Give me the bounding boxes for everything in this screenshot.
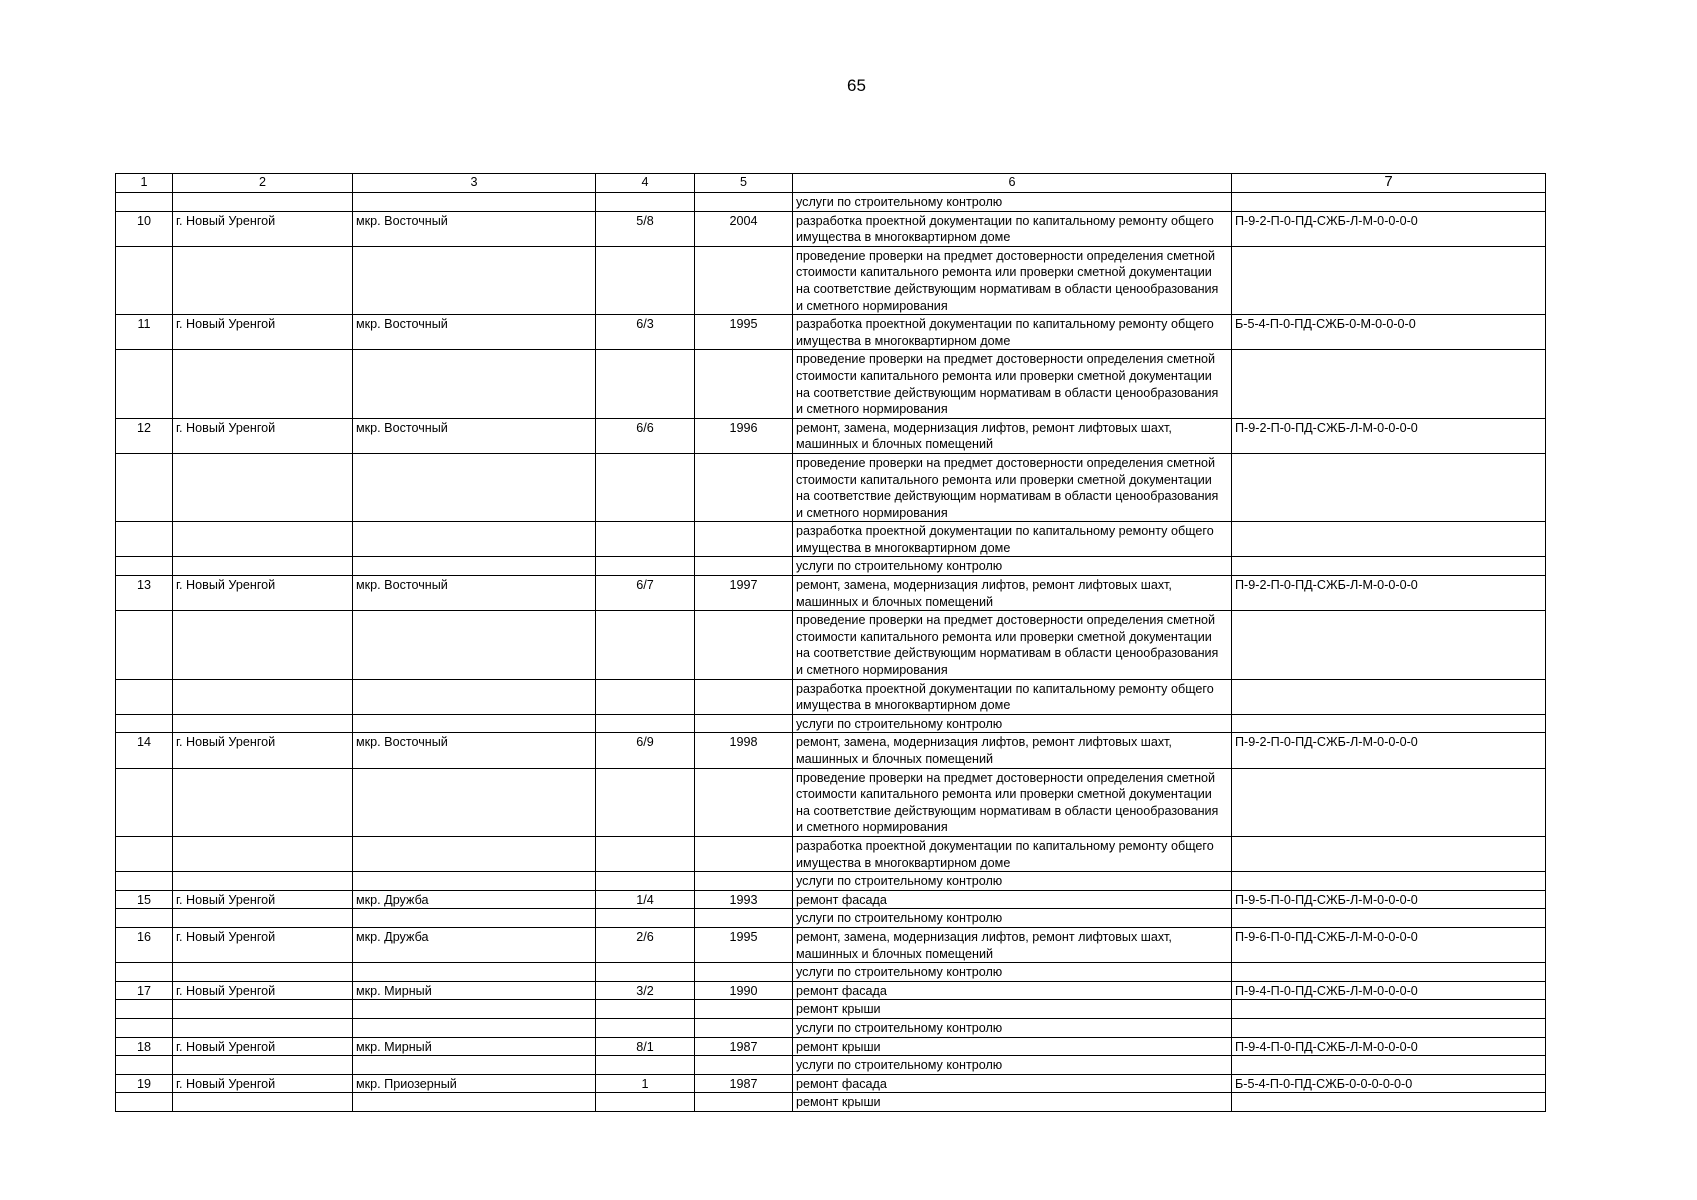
cell-house: 8/1 xyxy=(596,1037,695,1056)
cell-number: 17 xyxy=(116,981,173,1000)
cell-district xyxy=(353,714,596,733)
table-row xyxy=(116,557,1546,576)
cell-district xyxy=(353,1056,596,1075)
cell-district xyxy=(353,350,596,418)
cell-number xyxy=(116,453,173,521)
cell-city xyxy=(173,453,353,521)
cell-work-type: разработка проектной документации по капитальному ремонту общего имущества в многоквартирном доме xyxy=(793,522,1232,557)
cell-house: 5/8 xyxy=(596,211,695,246)
table-row xyxy=(116,733,1546,768)
table-row xyxy=(116,1018,1546,1037)
cell-work-type: ремонт крыши xyxy=(793,1093,1232,1112)
cell-code xyxy=(1232,522,1546,557)
cell-code xyxy=(1232,872,1546,891)
cell-code: П-9-2-П-0-ПД-СЖБ-Л-М-0-0-0-0 xyxy=(1232,211,1546,246)
cell-code: П-9-2-П-0-ПД-СЖБ-Л-М-0-0-0-0 xyxy=(1232,576,1546,611)
cell-work-type: ремонт, замена, модернизация лифтов, ремонт лифтовых шахт, машинных и блочных помещений xyxy=(793,418,1232,453)
cell-work-type: ремонт фасада xyxy=(793,981,1232,1000)
cell-number xyxy=(116,1000,173,1019)
cell-work-type: услуги по строительному контролю xyxy=(793,1056,1232,1075)
cell-year xyxy=(695,1093,793,1112)
cell-city: г. Новый Уренгой xyxy=(173,576,353,611)
cell-number xyxy=(116,836,173,871)
cell-district xyxy=(353,1000,596,1019)
cell-number: 14 xyxy=(116,733,173,768)
cell-house xyxy=(596,872,695,891)
cell-number xyxy=(116,246,173,314)
cell-house xyxy=(596,453,695,521)
cell-district xyxy=(353,246,596,314)
cell-year xyxy=(695,193,793,212)
cell-work-type: услуги по строительному контролю xyxy=(793,193,1232,212)
cell-city: г. Новый Уренгой xyxy=(173,981,353,1000)
cell-house xyxy=(596,714,695,733)
table-row xyxy=(116,350,1546,418)
cell-number: 13 xyxy=(116,576,173,611)
cell-code xyxy=(1232,193,1546,212)
cell-number xyxy=(116,768,173,836)
cell-house xyxy=(596,350,695,418)
cell-year: 1987 xyxy=(695,1037,793,1056)
cell-year xyxy=(695,963,793,982)
cell-year xyxy=(695,836,793,871)
cell-district xyxy=(353,193,596,212)
cell-city xyxy=(173,1056,353,1075)
cell-work-type: услуги по строительному контролю xyxy=(793,557,1232,576)
cell-code xyxy=(1232,1093,1546,1112)
cell-code xyxy=(1232,679,1546,714)
table-row xyxy=(116,1037,1546,1056)
table-row xyxy=(116,963,1546,982)
cell-year xyxy=(695,1000,793,1019)
cell-work-type: ремонт, замена, модернизация лифтов, ремонт лифтовых шахт, машинных и блочных помещений xyxy=(793,733,1232,768)
cell-district: мкр. Дружба xyxy=(353,890,596,909)
cell-number xyxy=(116,1056,173,1075)
page-number: 65 xyxy=(847,76,866,95)
cell-work-type: ремонт фасада xyxy=(793,1074,1232,1093)
cell-district xyxy=(353,679,596,714)
table-body xyxy=(116,193,1546,1112)
table-row xyxy=(116,1093,1546,1112)
cell-district xyxy=(353,557,596,576)
cell-code xyxy=(1232,557,1546,576)
cell-year xyxy=(695,453,793,521)
header-col-4: 4 xyxy=(596,174,695,193)
header-col-5: 5 xyxy=(695,174,793,193)
header-col-1: 1 xyxy=(116,174,173,193)
cell-work-type: ремонт фасада xyxy=(793,890,1232,909)
cell-city xyxy=(173,557,353,576)
cell-code xyxy=(1232,836,1546,871)
header-row xyxy=(116,174,1546,193)
cell-city xyxy=(173,909,353,928)
cell-work-type: разработка проектной документации по капитальному ремонту общего имущества в многоквартирном доме xyxy=(793,836,1232,871)
cell-city xyxy=(173,522,353,557)
cell-house: 6/9 xyxy=(596,733,695,768)
table-row xyxy=(116,1056,1546,1075)
cell-house xyxy=(596,611,695,679)
cell-number: 19 xyxy=(116,1074,173,1093)
cell-code: П-9-4-П-0-ПД-СЖБ-Л-М-0-0-0-0 xyxy=(1232,1037,1546,1056)
cell-year xyxy=(695,679,793,714)
header-col-7: 7 xyxy=(1232,174,1546,193)
cell-city xyxy=(173,193,353,212)
cell-district: мкр. Приозерный xyxy=(353,1074,596,1093)
cell-work-type: услуги по строительному контролю xyxy=(793,714,1232,733)
cell-house: 6/3 xyxy=(596,315,695,350)
cell-code: П-9-6-П-0-ПД-СЖБ-Л-М-0-0-0-0 xyxy=(1232,927,1546,962)
cell-district xyxy=(353,836,596,871)
cell-code xyxy=(1232,350,1546,418)
table-row xyxy=(116,890,1546,909)
cell-number: 18 xyxy=(116,1037,173,1056)
header-col-6: 6 xyxy=(793,174,1232,193)
cell-year xyxy=(695,1018,793,1037)
cell-district xyxy=(353,963,596,982)
cell-year xyxy=(695,1056,793,1075)
cell-year xyxy=(695,768,793,836)
cell-city xyxy=(173,1093,353,1112)
cell-house xyxy=(596,1018,695,1037)
cell-year: 1993 xyxy=(695,890,793,909)
cell-number xyxy=(116,679,173,714)
cell-code xyxy=(1232,1056,1546,1075)
cell-year: 1996 xyxy=(695,418,793,453)
cell-district xyxy=(353,1093,596,1112)
cell-year: 1995 xyxy=(695,927,793,962)
cell-number xyxy=(116,1093,173,1112)
table-row xyxy=(116,522,1546,557)
cell-district xyxy=(353,1018,596,1037)
cell-work-type: разработка проектной документации по капитальному ремонту общего имущества в многоквартирном доме xyxy=(793,679,1232,714)
table-row xyxy=(116,981,1546,1000)
table-row xyxy=(116,576,1546,611)
cell-code xyxy=(1232,714,1546,733)
cell-work-type: услуги по строительному контролю xyxy=(793,963,1232,982)
cell-code: П-9-5-П-0-ПД-СЖБ-Л-М-0-0-0-0 xyxy=(1232,890,1546,909)
cell-code xyxy=(1232,909,1546,928)
cell-house xyxy=(596,193,695,212)
cell-city xyxy=(173,836,353,871)
cell-year xyxy=(695,246,793,314)
cell-district xyxy=(353,909,596,928)
cell-district xyxy=(353,768,596,836)
cell-house xyxy=(596,557,695,576)
cell-code xyxy=(1232,611,1546,679)
cell-number xyxy=(116,611,173,679)
cell-code xyxy=(1232,1000,1546,1019)
cell-code: Б-5-4-П-0-ПД-СЖБ-0-0-0-0-0-0 xyxy=(1232,1074,1546,1093)
cell-work-type: проведение проверки на предмет достоверности определения сметной стоимости капитального ремонта или проверки сметной документации на соответствие действующим нормативам в области ценообразования и сметного нормирования xyxy=(793,453,1232,521)
cell-year: 2004 xyxy=(695,211,793,246)
cell-house xyxy=(596,1093,695,1112)
cell-number xyxy=(116,557,173,576)
cell-city xyxy=(173,872,353,891)
cell-work-type: ремонт крыши xyxy=(793,1037,1232,1056)
cell-house xyxy=(596,909,695,928)
cell-house: 2/6 xyxy=(596,927,695,962)
cell-house xyxy=(596,679,695,714)
cell-code: П-9-2-П-0-ПД-СЖБ-Л-М-0-0-0-0 xyxy=(1232,418,1546,453)
cell-district: мкр. Восточный xyxy=(353,211,596,246)
cell-district xyxy=(353,872,596,891)
cell-house xyxy=(596,522,695,557)
cell-work-type: ремонт, замена, модернизация лифтов, ремонт лифтовых шахт, машинных и блочных помещений xyxy=(793,576,1232,611)
table-row xyxy=(116,909,1546,928)
cell-number xyxy=(116,909,173,928)
cell-work-type: услуги по строительному контролю xyxy=(793,909,1232,928)
cell-number: 11 xyxy=(116,315,173,350)
table-row xyxy=(116,714,1546,733)
header-col-3: 3 xyxy=(353,174,596,193)
cell-year: 1990 xyxy=(695,981,793,1000)
cell-number: 12 xyxy=(116,418,173,453)
cell-year: 1987 xyxy=(695,1074,793,1093)
cell-district: мкр. Мирный xyxy=(353,981,596,1000)
cell-year xyxy=(695,909,793,928)
cell-code xyxy=(1232,453,1546,521)
cell-work-type: ремонт крыши xyxy=(793,1000,1232,1019)
cell-work-type: проведение проверки на предмет достоверности определения сметной стоимости капитального ремонта или проверки сметной документации на соответствие действующим нормативам в области ценообразования и сметного нормирования xyxy=(793,246,1232,314)
cell-code: П-9-2-П-0-ПД-СЖБ-Л-М-0-0-0-0 xyxy=(1232,733,1546,768)
cell-city xyxy=(173,768,353,836)
cell-city: г. Новый Уренгой xyxy=(173,927,353,962)
table-row xyxy=(116,453,1546,521)
cell-city xyxy=(173,1000,353,1019)
table-row xyxy=(116,1074,1546,1093)
table-row xyxy=(116,211,1546,246)
cell-district: мкр. Мирный xyxy=(353,1037,596,1056)
cell-work-type: услуги по строительному контролю xyxy=(793,872,1232,891)
cell-city: г. Новый Уренгой xyxy=(173,418,353,453)
cell-year xyxy=(695,611,793,679)
cell-number xyxy=(116,963,173,982)
cell-city xyxy=(173,1018,353,1037)
cell-number: 10 xyxy=(116,211,173,246)
cell-work-type: ремонт, замена, модернизация лифтов, ремонт лифтовых шахт, машинных и блочных помещений xyxy=(793,927,1232,962)
cell-number xyxy=(116,1018,173,1037)
cell-district xyxy=(353,611,596,679)
cell-number xyxy=(116,350,173,418)
cell-work-type: разработка проектной документации по капитальному ремонту общего имущества в многоквартирном доме xyxy=(793,211,1232,246)
cell-year xyxy=(695,350,793,418)
cell-house: 3/2 xyxy=(596,981,695,1000)
cell-district xyxy=(353,453,596,521)
cell-district: мкр. Восточный xyxy=(353,315,596,350)
cell-district: мкр. Восточный xyxy=(353,418,596,453)
cell-city xyxy=(173,350,353,418)
cell-number xyxy=(116,522,173,557)
cell-year: 1997 xyxy=(695,576,793,611)
cell-code xyxy=(1232,963,1546,982)
cell-house: 1/4 xyxy=(596,890,695,909)
cell-house xyxy=(596,1000,695,1019)
table-row xyxy=(116,927,1546,962)
cell-work-type: разработка проектной документации по капитальному ремонту общего имущества в многоквартирном доме xyxy=(793,315,1232,350)
table-row xyxy=(116,836,1546,871)
cell-work-type: проведение проверки на предмет достоверности определения сметной стоимости капитального ремонта или проверки сметной документации на соответствие действующим нормативам в области ценообразования и сметного нормирования xyxy=(793,350,1232,418)
cell-work-type: проведение проверки на предмет достоверности определения сметной стоимости капитального ремонта или проверки сметной документации на соответствие действующим нормативам в области ценообразования и сметного нормирования xyxy=(793,611,1232,679)
cell-city: г. Новый Уренгой xyxy=(173,315,353,350)
cell-city xyxy=(173,679,353,714)
cell-number xyxy=(116,193,173,212)
cell-house: 6/6 xyxy=(596,418,695,453)
table-row xyxy=(116,768,1546,836)
register-table xyxy=(115,173,1546,1112)
cell-city: г. Новый Уренгой xyxy=(173,1037,353,1056)
cell-code xyxy=(1232,1018,1546,1037)
cell-district: мкр. Восточный xyxy=(353,576,596,611)
cell-house xyxy=(596,246,695,314)
cell-house: 1 xyxy=(596,1074,695,1093)
cell-year xyxy=(695,557,793,576)
table-row xyxy=(116,1000,1546,1019)
table-row xyxy=(116,315,1546,350)
cell-code xyxy=(1232,246,1546,314)
cell-year xyxy=(695,522,793,557)
cell-city: г. Новый Уренгой xyxy=(173,1074,353,1093)
cell-house xyxy=(596,836,695,871)
cell-code: Б-5-4-П-0-ПД-СЖБ-0-М-0-0-0-0 xyxy=(1232,315,1546,350)
cell-city xyxy=(173,246,353,314)
cell-code: П-9-4-П-0-ПД-СЖБ-Л-М-0-0-0-0 xyxy=(1232,981,1546,1000)
cell-number xyxy=(116,872,173,891)
cell-year xyxy=(695,714,793,733)
table-row xyxy=(116,679,1546,714)
table-row xyxy=(116,611,1546,679)
cell-house xyxy=(596,1056,695,1075)
cell-city xyxy=(173,963,353,982)
cell-number xyxy=(116,714,173,733)
cell-house: 6/7 xyxy=(596,576,695,611)
cell-work-type: услуги по строительному контролю xyxy=(793,1018,1232,1037)
cell-city: г. Новый Уренгой xyxy=(173,211,353,246)
cell-city xyxy=(173,714,353,733)
cell-district: мкр. Дружба xyxy=(353,927,596,962)
cell-city: г. Новый Уренгой xyxy=(173,890,353,909)
cell-house xyxy=(596,963,695,982)
table-row xyxy=(116,418,1546,453)
cell-number: 15 xyxy=(116,890,173,909)
cell-year: 1995 xyxy=(695,315,793,350)
cell-district xyxy=(353,522,596,557)
cell-house xyxy=(596,768,695,836)
table-row xyxy=(116,193,1546,212)
cell-year xyxy=(695,872,793,891)
cell-city: г. Новый Уренгой xyxy=(173,733,353,768)
cell-year: 1998 xyxy=(695,733,793,768)
table-row xyxy=(116,246,1546,314)
header-col-2: 2 xyxy=(173,174,353,193)
cell-number: 16 xyxy=(116,927,173,962)
cell-city xyxy=(173,611,353,679)
cell-work-type: проведение проверки на предмет достоверности определения сметной стоимости капитального ремонта или проверки сметной документации на соответствие действующим нормативам в области ценообразования и сметного нормирования xyxy=(793,768,1232,836)
cell-district: мкр. Восточный xyxy=(353,733,596,768)
cell-code xyxy=(1232,768,1546,836)
table-row xyxy=(116,872,1546,891)
